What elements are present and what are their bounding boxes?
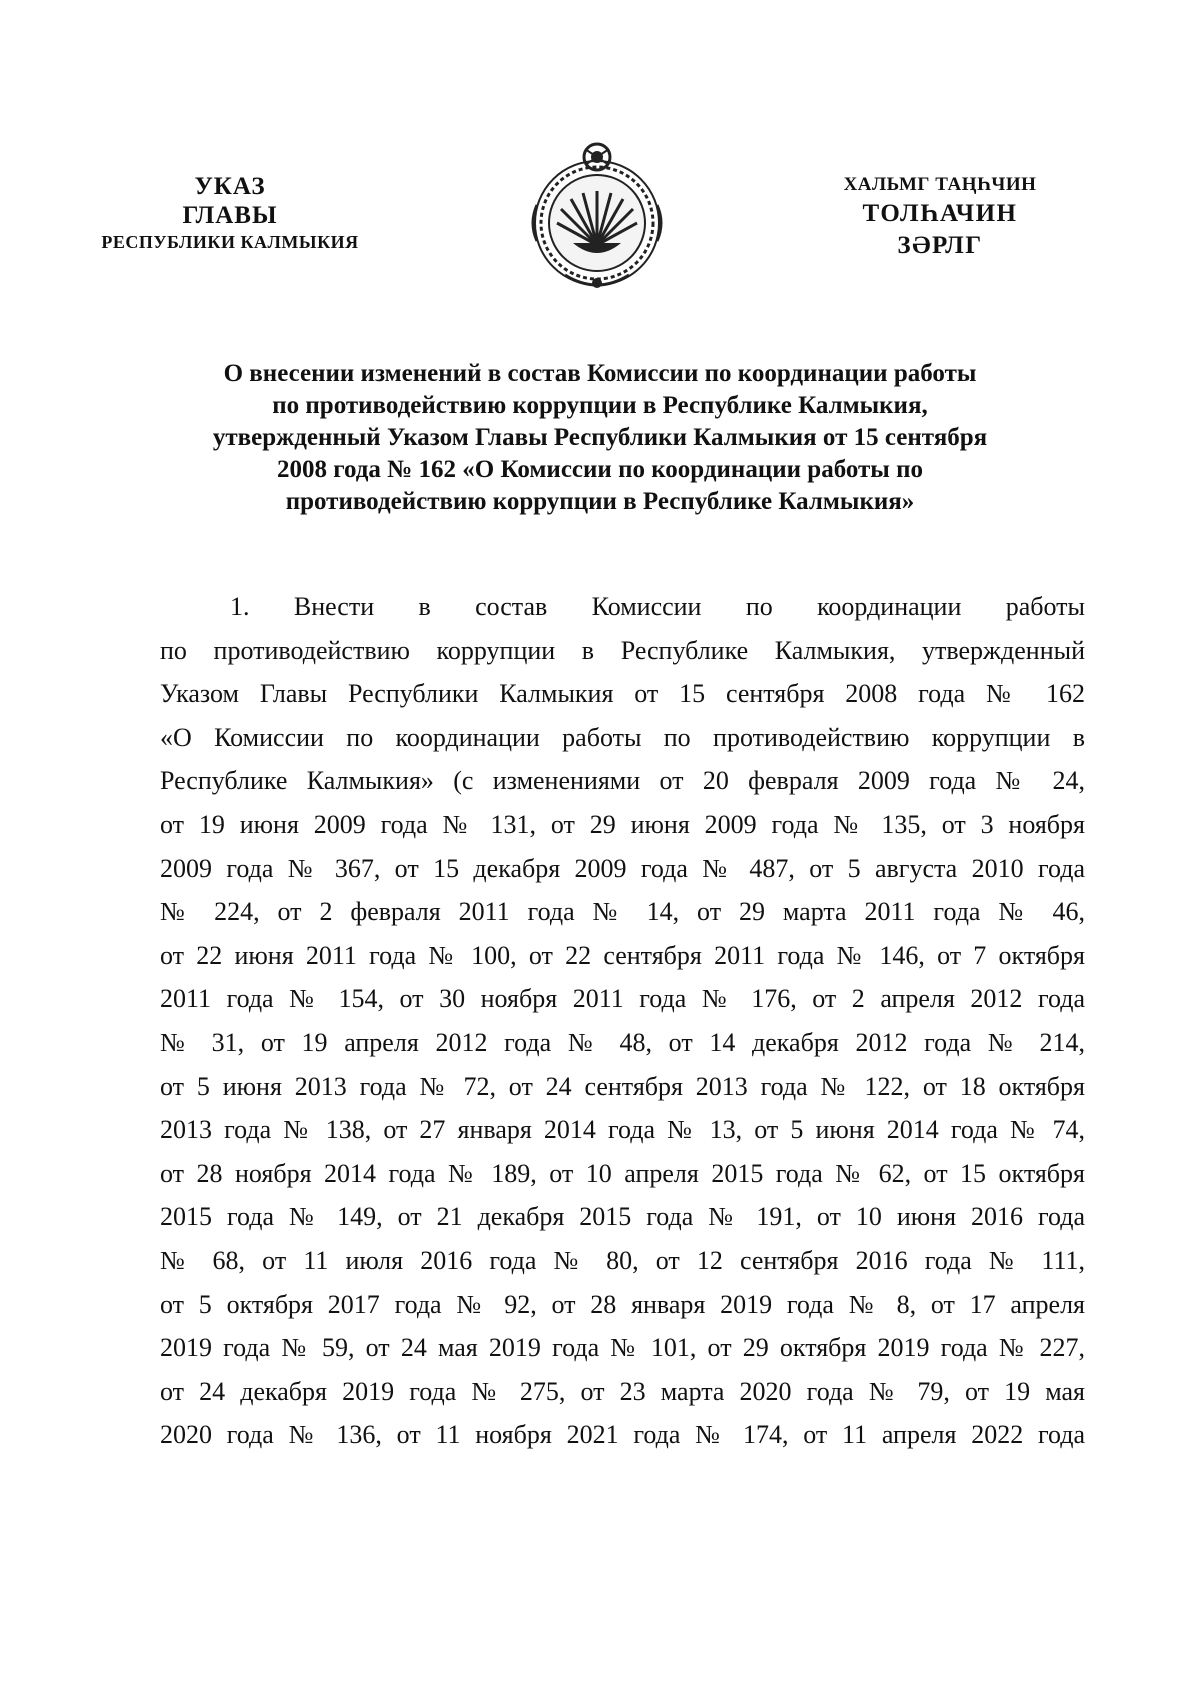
title-line: противодействию коррупции в Республике Калмыкия» bbox=[285, 488, 915, 515]
body-line: Указом Главы Республики Калмыкия от 15 сентября 2008 года № 162 bbox=[160, 679, 1085, 709]
decree-label: УКАЗ bbox=[194, 173, 266, 200]
head-label: ГЛАВЫ bbox=[182, 202, 278, 229]
body-line: от 5 июня 2013 года № 72, от 24 сентября 2013 года № 122, от 18 октября bbox=[160, 1071, 1085, 1101]
body-line: «О Комиссии по координации работы по противодействию коррупции в bbox=[160, 722, 1085, 752]
decree-body bbox=[160, 585, 1085, 1457]
body-line: от 28 ноября 2014 года № 189, от 10 апреля 2015 года № 62, от 15 октября bbox=[160, 1158, 1085, 1188]
body-line: 2011 года № 154, от 30 ноября 2011 года № 176, от 2 апреля 2012 года bbox=[160, 984, 1085, 1014]
body-line: Республике Калмыкия» (с изменениями от 20 февраля 2009 года № 24, bbox=[160, 766, 1085, 796]
kalmyk-line-3: ЗӘРЛГ bbox=[897, 232, 983, 259]
body-line: 2013 года № 138, от 27 января 2014 года № 13, от 5 июня 2014 года № 74, bbox=[160, 1115, 1085, 1145]
body-line: 2015 года № 149, от 21 декабря 2015 года № 191, от 10 июня 2016 года bbox=[160, 1202, 1085, 1232]
body-line: № 224, от 2 февраля 2011 года № 14, от 29 марта 2011 года № 46, bbox=[160, 897, 1085, 927]
body-line: от 22 июня 2011 года № 100, от 22 сентября 2011 года № 146, от 7 октября bbox=[160, 940, 1085, 970]
republic-label: РЕСПУБЛИКИ КАЛМЫКИЯ bbox=[101, 232, 359, 252]
body-line: 2019 года № 59, от 24 мая 2019 года № 101, от 29 октября 2019 года № 227, bbox=[160, 1333, 1085, 1363]
kalmyk-line-2: ТОЛҺАЧИН bbox=[862, 200, 1018, 227]
body-line: 1. Внести в состав Комиссии по координации работы bbox=[230, 592, 1085, 621]
body-line: 2009 года № 367, от 15 декабря 2009 года № 487, от 5 августа 2010 года bbox=[160, 853, 1085, 883]
body-line: от 5 октября 2017 года № 92, от 28 января 2019 года № 8, от 17 апреля bbox=[160, 1289, 1085, 1319]
kalmyk-line-1: ХАЛЬМГ ТАҢҺЧИН bbox=[843, 174, 1037, 195]
title-line: утвержденный Указом Главы Республики Калмыкия от 15 сентября bbox=[212, 424, 988, 451]
header-right bbox=[790, 172, 1090, 262]
body-line: 2020 года № 136, от 11 ноября 2021 года № 174, от 11 апреля 2022 года bbox=[160, 1420, 1085, 1450]
title-line: О внесении изменений в состав Комиссии по координации работы bbox=[223, 360, 977, 387]
title-line: по противодействию коррупции в Республике Калмыкия, bbox=[272, 392, 928, 419]
body-line: по противодействию коррупции в Республике Калмыкия, утвержденный bbox=[160, 635, 1085, 665]
body-line: от 19 июня 2009 года № 131, от 29 июня 2009 года № 135, от 3 ноября bbox=[160, 809, 1085, 839]
title-line: 2008 года № 162 «О Комиссии по координации работы по bbox=[277, 456, 923, 483]
header-left bbox=[80, 172, 380, 254]
decree-title bbox=[140, 358, 1060, 518]
coat-of-arms-icon bbox=[525, 135, 670, 295]
body-line: № 68, от 11 июля 2016 года № 80, от 12 сентября 2016 года № 111, bbox=[160, 1245, 1085, 1275]
body-line: от 24 декабря 2019 года № 275, от 23 марта 2020 года № 79, от 19 мая bbox=[160, 1376, 1085, 1406]
body-line: № 31, от 19 апреля 2012 года № 48, от 14 декабря 2012 года № 214, bbox=[160, 1027, 1085, 1057]
